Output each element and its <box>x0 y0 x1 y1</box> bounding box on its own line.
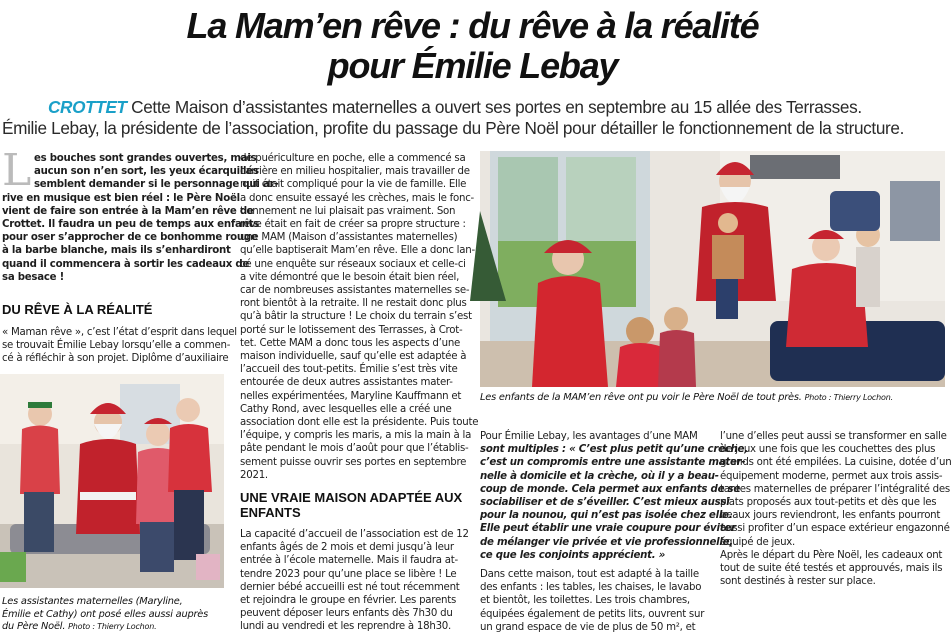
col2-line: pâte pendant le mois d’août pour que l’établis- <box>240 443 469 455</box>
col2-line: peuvent déposer leurs enfants dès 7h30 du <box>240 608 453 620</box>
col2-line: entourée de deux autres assistantes mater- <box>240 377 453 389</box>
column-4 <box>720 430 951 588</box>
headline-line-1: La Mam’en rêve : du rêve à la réalité <box>186 5 759 46</box>
col4-line: grands ont été empilées. La cuisine, dotée d’un <box>720 457 951 469</box>
col4-line: l’une d’elles peut aussi se transformer en salle <box>720 431 947 442</box>
col2-line: car de nombreuses assistantes maternelles se- <box>240 285 470 297</box>
col3-quote-line: de mélanger vie privée et vie professionnelle, <box>480 536 733 548</box>
col2-line: La capacité d’accueil de l’association est de 12 <box>240 529 469 540</box>
col3-quote-line: sociabiliser et de s’éveiller. C’est mieux aussi <box>480 497 730 509</box>
col2-line: cé une enquête sur réseaux sociaux et celle-ci <box>240 258 466 270</box>
body-line: se trouvait Émilie Lebay lorsqu’elle a commen- <box>2 340 231 352</box>
col2-line: qu’à bâtir la structure ! Le choix du terrain s’est <box>240 311 472 323</box>
col2-line: Cathy Rond, avec lesquelles elle a créé une <box>240 403 452 415</box>
col2-line: a vite démontré que le besoin était bien réel, <box>240 271 460 283</box>
col2-line: nuit était compliqué pour la vie de famille. Elle <box>240 179 467 191</box>
col2-line: une MAM (Maison d’assistantes maternelles) <box>240 232 458 244</box>
subhead-line: UNE VRAIE MAISON ADAPTÉE AUX <box>240 490 463 505</box>
col3-line: équipées également de petits lits, ouvrent sur <box>480 608 705 620</box>
col2-line: enfants âgés de 2 mois et demi jusqu’à leur <box>240 542 454 554</box>
body-line: cé à réfléchir à son projet. Diplôme d’auxiliaire <box>2 353 229 365</box>
col2-line: a donc ensuite essayé les crèches, mais le fonc- <box>240 192 474 204</box>
intro-line: aucun son n’en sort, les yeux écarquillés <box>33 166 259 178</box>
col4-line: équipement moderne, permet aux trois assis- <box>720 470 943 482</box>
column-2-body <box>240 528 468 634</box>
headline <box>0 6 945 86</box>
column-1-body <box>2 326 237 366</box>
photo-credit-left: Photo : Thierry Lochon. <box>68 622 157 631</box>
col2-line: sement puisse ouvrir ses portes en septembre <box>240 456 467 468</box>
col2-line: tet. Cette MAM a donc tous les aspects d’une <box>240 337 461 349</box>
col2-line: nelles expérimentées, Maryline Kauffmann et <box>240 390 462 402</box>
caption-left-line: du Père Noël. <box>2 621 66 632</box>
col3-quote-line: coup de monde. Cela permet aux enfants de se <box>480 483 740 495</box>
col2-line: maison individuelle, sauf qu’elle est adaptée à <box>240 351 467 363</box>
intro-line: sa besace ! <box>2 271 65 283</box>
column-3 <box>480 430 748 634</box>
intro-line: rive en musique est bien réel : le Père Noël <box>2 192 240 204</box>
caption-left-line: Émilie et Cathy) ont posé elles aussi auprès <box>2 608 209 620</box>
col2-line: porté sur le lotissement des Terrasses, à Crot- <box>240 324 463 336</box>
col3-line: et bientôt, les toilettes. Les trois chambres, <box>480 595 690 607</box>
col3-line: Pour Émilie Lebay, les avantages d’une MAM <box>480 431 698 442</box>
intro-line: Crottet. Il faudra un peu de temps aux enfants <box>2 219 260 231</box>
subhead-line: ENFANTS <box>240 505 301 520</box>
intro-line: semblent demander si le personnage qui ar- <box>33 179 279 191</box>
col4-line: Après le départ du Père Noël, les cadeaux ont <box>720 549 943 561</box>
col2-line: de puériculture en poche, elle a commencé sa <box>240 153 466 164</box>
col2-line: tionnement ne lui plaisait pas vraiment. Son <box>240 205 456 217</box>
col2-line: qu’elle baptiserait Mam’en rêve. Elle a donc lan- <box>240 245 475 257</box>
intro-line: pour oser s’approcher de ce bonhomme rouge <box>2 232 258 244</box>
col3-quote-line: Elle peut établir une vraie coupure pour éviter <box>480 523 736 535</box>
col2-line: carrière en milieu hospitalier, mais travailler de <box>240 166 470 178</box>
col2-line: rêve était en fait de créer sa propre structure : <box>240 219 466 231</box>
col4-line: plats proposés aux tout-petits et dès que les <box>720 497 937 509</box>
body-line: « Maman rêve », c’est l’état d’esprit dans lequel <box>2 327 237 338</box>
col4-line: aussi profiter d’un espace extérieur engazonné <box>720 523 950 535</box>
col2-line: tendre 2023 pour qu’une place se libère ! Le <box>240 568 457 580</box>
col2-line: l’accueil des tout-petits. Émilie s’est très vite <box>240 364 458 376</box>
col4-line: de jeux une fois que les couchettes des plus <box>720 444 936 456</box>
caption-left <box>2 596 224 634</box>
col2-line: ront bientôt à la retraite. Il ne restait donc plus <box>240 298 467 310</box>
col2-line: dernier bébé accueilli est né tout récemment <box>240 581 460 593</box>
lead-line-1: Cette Maison d’assistantes maternelles a ouvert ses portes en septembre au 15 allée des Terrasses. <box>126 97 862 117</box>
col4-line: tout de suite été testés et approuvés, mais ils <box>720 563 943 575</box>
col4-line: beaux jours reviendront, les enfants pourront <box>720 510 941 522</box>
col2-line: association dont elle est la présidente. Puis toute <box>240 417 479 429</box>
column-1 <box>2 145 279 284</box>
col3-quote-line: pour la nounou, qui n’est pas isolée chez elle. <box>480 510 733 522</box>
caption-right <box>480 392 945 405</box>
photo-credit-right: Photo : Thierry Lochon. <box>804 393 893 402</box>
col2-line: entrée à l’école maternelle. Mais il faudra at- <box>240 555 458 567</box>
col3-line: des enfants : les tables, les chaises, le lavabo <box>480 582 702 594</box>
col4-line: sont destinés à rester sur place. <box>720 576 876 588</box>
col2-line: et rejoindra le groupe en février. Les parents <box>240 595 457 607</box>
intro-line: vient de faire son entrée à la Mam’en rêve de <box>2 205 254 217</box>
caption-left-line: Les assistantes maternelles (Maryline, <box>2 596 183 607</box>
col3-line: Dans cette maison, tout est adapté à la taille <box>480 569 699 581</box>
intro-paragraph <box>2 145 279 284</box>
column-2 <box>240 152 479 482</box>
col2-line: 2021. <box>240 469 268 481</box>
lead-paragraph <box>0 97 945 139</box>
intro-line: es bouches sont grandes ouvertes, mais <box>33 153 257 164</box>
photo-assistantes-pere-noel <box>0 374 224 588</box>
col3-line: un grand espace de vie de plus de 50 m², et <box>480 621 696 633</box>
photo-enfants-pere-noel <box>480 151 945 387</box>
col3-quote-line: nelle à domicile et la crèche, où il y a beau- <box>480 470 719 482</box>
caption-right-text: Les enfants de la MAM’en rêve ont pu voir le Père Noël de tout près. <box>480 392 802 403</box>
col4-line: tantes maternelles de préparer l’intégralité des <box>720 483 950 495</box>
col3-quote-line: sont multiples : « C’est plus petit qu’une crèche, <box>480 444 748 456</box>
lead-line-2: Émilie Lebay, la présidente de l’association, profite du passage du Père Noël pour détailler le fonctionnement de la structure. <box>2 118 905 138</box>
drop-cap: L <box>2 145 31 196</box>
col2-line: l’équipe, y compris les maris, a mis la main à la <box>240 430 472 442</box>
subhead-du-reve: DU RÊVE À LA RÉALITÉ <box>2 302 153 317</box>
col2-line: lundi au vendredi et les reprendre à 18h30. <box>240 621 452 633</box>
col4-line: équipé de jeux. <box>720 536 796 548</box>
location-tag: CROTTET <box>48 97 127 117</box>
headline-line-2: pour Émilie Lebay <box>327 45 618 86</box>
col3-quote-line: c’est un compromis entre une assistante mater- <box>480 457 746 469</box>
col3-quote-line: ce que les conjoints apprécient. » <box>480 549 666 561</box>
intro-line: à la barbe blanche, mais ils s’enhardiront <box>2 245 231 257</box>
intro-line: quand il commencera à sortir les cadeaux de <box>2 258 250 270</box>
subhead-vraie-maison <box>240 490 468 520</box>
